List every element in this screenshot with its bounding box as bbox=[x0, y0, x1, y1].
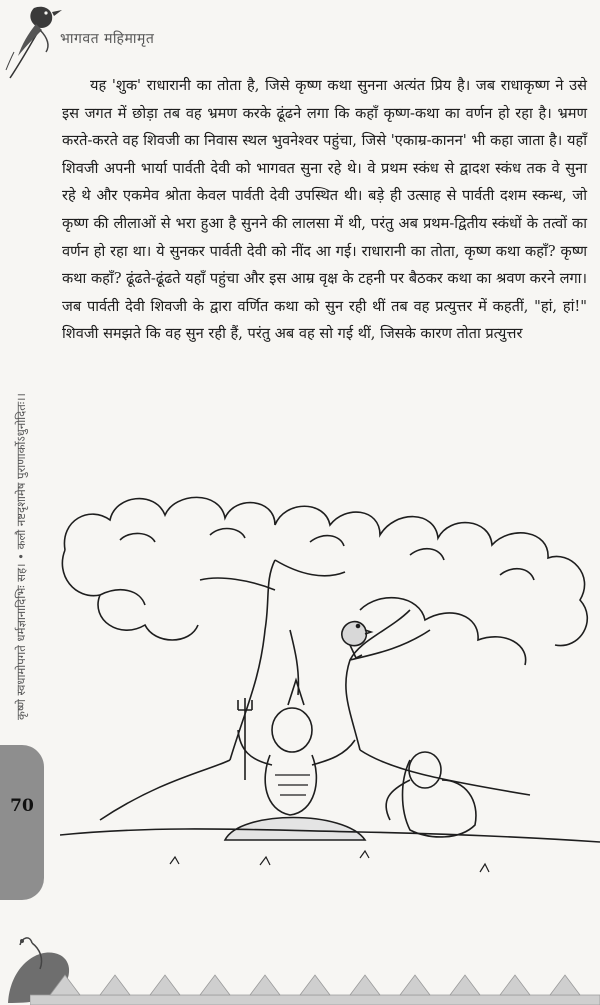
body-text bbox=[62, 72, 587, 348]
decorative-border bbox=[30, 965, 600, 1005]
paragraph: यह 'शुक' राधारानी का तोता है, जिसे कृष्ण कथा सुनना अत्यंत प्रिय है। जब राधाकृष्ण ने उसे इस जगत में छोड़ा तब वह भ्रमण करके ढूंढने लगा कि कहाँ कृष्ण-कथा का वर्णन हो रहा है। भ्रमण करते-करते वह शिवजी का निवास स्थल भुवनेश्वर पहुंचा, जिसे 'एकाम्र-कानन' भी कहा जाता है। यहाँ शिवजी अपनी भार्या पार्वती देवी को भागवत सुना रहे थे। वे प्रथम स्कंध से द्वादश स्कंध तक वे सुना रहे थे और एकमेव श्रोता केवल पार्वती देवी उपस्थित थी। बड़े ही उत्साह से पार्वती दशम स्कन्ध, जो कृष्ण की लीलाओं से भरा हुआ है सुनने की लालसा में थी, परंतु अब प्रथम-द्वितीय स्कंधों के तत्वों का वर्णन हो रहा था। ये सुनकर पार्वती देवी को नींद आ गई। राधारानी का तोता, कृष्ण कथा कहाँ? कृष्ण कथा कहाँ? ढूंढते-ढूंढते यहाँ पहुंचा और इस आम्र वृक्ष के टहनी पर बैठकर कथा का श्रवण करने लगा। जब पार्वती देवी शिवजी के द्वारा वर्णित कथा को सुन रही थीं तब वह प्रत्युत्तर में कहतीं, "हां, हां!" शिवजी समझते कि वह सुन रही हैं, परंतु अब वह सो गई थीं, जिसके कारण तोता प्रत्युत्तर bbox=[62, 77, 587, 343]
page-number: 70 bbox=[10, 796, 34, 816]
running-header: भागवत महिमामृत bbox=[60, 31, 155, 47]
shiva-parvati-tree-illustration bbox=[60, 480, 600, 880]
page-number-tab bbox=[0, 745, 44, 900]
margin-verse: कृष्णे स्वधामोपगते धर्मज्ञानादिभिः सह। • कलौ नष्टदृशामेष पुराणार्कोऽधुनोदितः।। bbox=[14, 393, 28, 720]
page-header bbox=[0, 0, 600, 78]
